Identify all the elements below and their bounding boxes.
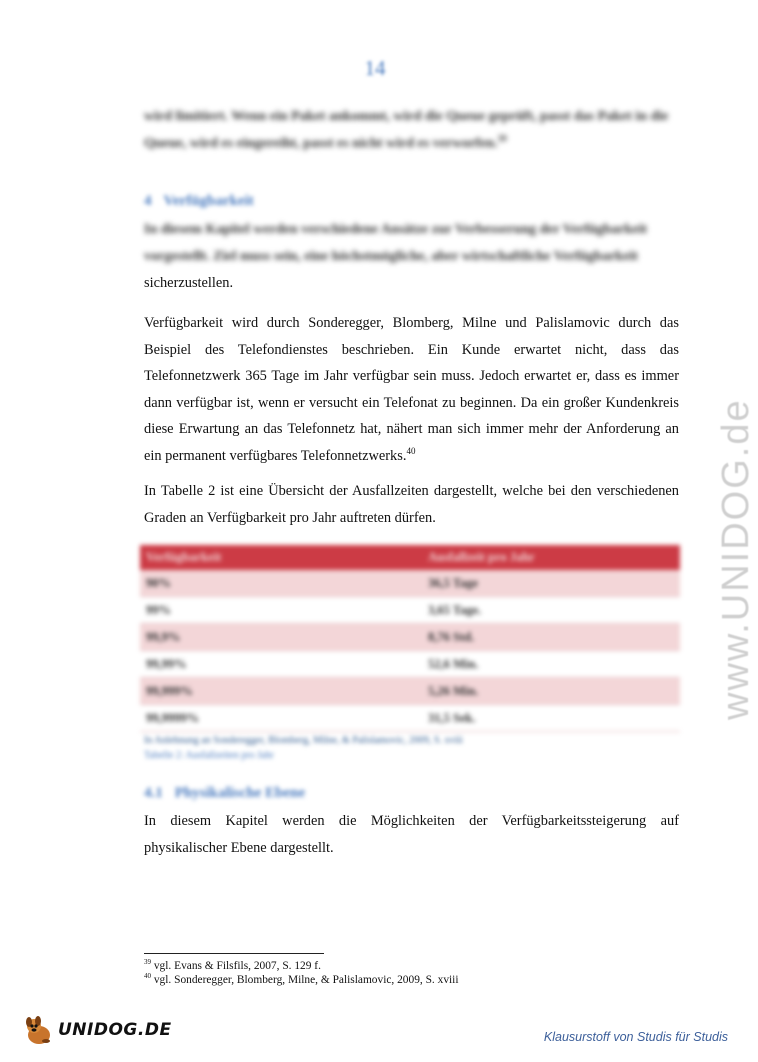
table-cell: 99,99% xyxy=(140,651,422,678)
intro-line-1: wird limitiert. Wenn ein Paket ankommt, wird die Queue geprüft, passt das Paket in die xyxy=(144,109,669,124)
table-caption: Tabelle 2: Ausfallzeiten pro Jahr xyxy=(144,750,274,761)
table-cell: 99,9999% xyxy=(140,705,422,732)
table-header-cell: Ausfallzeit pro Jahr xyxy=(422,545,680,570)
section4-intro-blurred xyxy=(144,217,679,270)
table-cell: 31,5 Sek. xyxy=(422,705,680,732)
dog-logo-icon xyxy=(22,1013,56,1047)
section4-paragraph-3: In Tabelle 2 ist eine Übersicht der Ausfallzeiten dargestellt, welche bei den verschiedenen Graden an Verfügbarkeit pro Jahr auftreten dürfen. xyxy=(144,483,679,526)
table-source: In Anlehnung an Sonderegger, Blomberg, Milne, & Palislamovic, 2009, S. xviii xyxy=(144,735,463,746)
section-title: Verfügbarkeit xyxy=(163,193,254,209)
footnote: $^{39}$ vgl. Evans & Filsfils, 2007, S. 129 f. xyxy=(144,958,321,972)
table-cell: 36,5 Tage xyxy=(422,570,680,597)
footnote-ref: 39 xyxy=(497,132,507,143)
watermark: www.UNIDOG.de xyxy=(715,398,757,720)
table-cell: 52,6 Min. xyxy=(422,651,680,678)
table-cell: 90% xyxy=(140,570,422,597)
table-row xyxy=(140,705,680,732)
table-cell: 99,9% xyxy=(140,624,422,651)
footer-slogan: Klausurstoff von Studis für Studis xyxy=(543,1030,728,1044)
footnote-divider xyxy=(144,953,324,954)
brand-name: UNIDOG.DE xyxy=(58,1020,172,1040)
section-title: Physikalische Ebene xyxy=(174,785,306,801)
table-row xyxy=(140,651,680,678)
availability-table xyxy=(140,545,680,732)
table-header-cell: Verfügbarkeit xyxy=(140,545,422,570)
section4-paragraph-2: Verfügbarkeit wird durch Sonderegger, Blomberg, Milne und Palislamovic durch das Beispiel des Telefondienstes beschrieben. Ein Kunde erwartet nicht, dass das Telefonnetzwerk 365 Tage im Jahr verfügbar sein muss. Jedoch erwartet er, dass es immer dann verfügbar ist, wenn er versucht ein Telefonat zu beginnen. Da ein großer Kundenkreis diese Erwartung an das Telefonnetz hat, nähert man sich immer mehr der Anforderung an ein permanent verfügbares Telefonnetzwerks.$^{40}$ xyxy=(144,315,679,464)
table-row xyxy=(140,678,680,705)
page-number: 14 xyxy=(364,56,386,80)
footer-brand[interactable] xyxy=(22,1013,172,1047)
table-cell: 8,76 Std. xyxy=(422,624,680,651)
footnote-ref: 40 xyxy=(406,445,416,456)
table-row xyxy=(140,570,680,597)
section4-intro-tail: sicherzustellen. xyxy=(144,275,234,291)
section-number: 4.1 xyxy=(144,785,163,801)
section4-intro-line-1: In diesem Kapitel werden verschiedene Ansätze zur Verbesserung der Verfügbarkeit xyxy=(144,222,648,237)
section-heading-4 xyxy=(144,193,266,210)
intro-blurred-paragraph xyxy=(144,104,679,157)
footnote: $^{40}$ vgl. Sonderegger, Blomberg, Milne, & Palislamovic, 2009, S. xviii xyxy=(144,972,459,986)
intro-line-2: Queue, wird es eingereiht, passt es nicht wird es verworfen.$^{39}$ xyxy=(144,132,507,151)
table-row xyxy=(140,624,680,651)
table-row xyxy=(140,597,680,624)
section-number: 4 xyxy=(144,193,152,209)
table-cell: 5,26 Min. xyxy=(422,678,680,705)
section-heading-4-1 xyxy=(144,785,317,802)
table-cell: 3,65 Tage. xyxy=(422,597,680,624)
table-cell: 99% xyxy=(140,597,422,624)
section4-intro-line-2: vorgestellt. Ziel muss sein, eine höchstmögliche, aber wirtschaftliche Verfügbarkeit xyxy=(144,248,638,264)
table-header-row xyxy=(140,545,680,570)
table-cell: 99,999% xyxy=(140,678,422,705)
section41-paragraph: In diesem Kapitel werden die Möglichkeiten der Verfügbarkeitssteigerung auf physikalischer Ebene dargestellt. xyxy=(144,813,679,856)
